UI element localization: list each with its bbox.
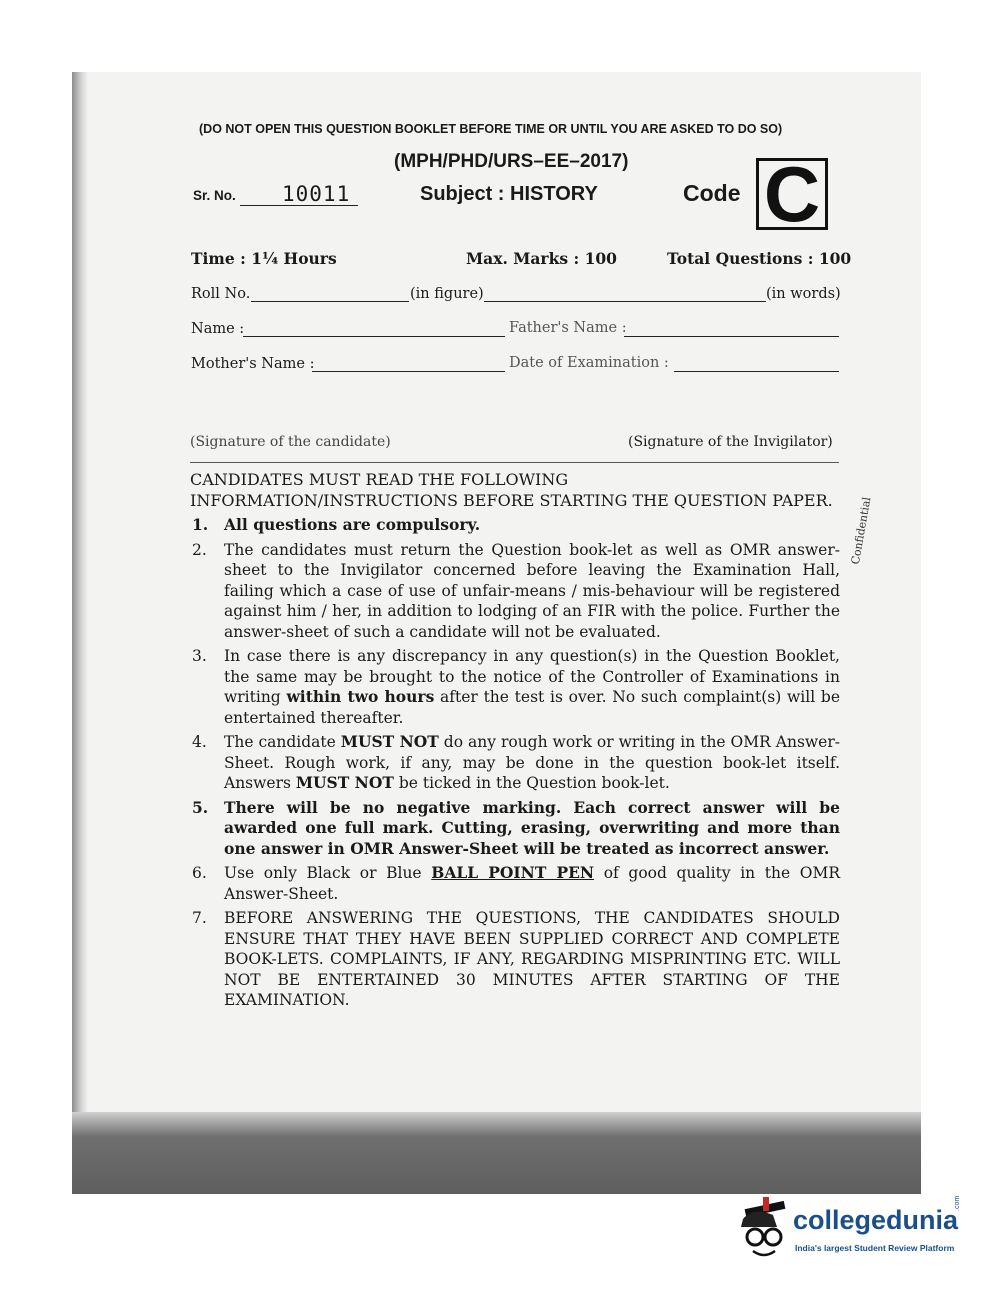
- roll-figure-line: [251, 301, 409, 302]
- scan-left-edge: [72, 72, 88, 1194]
- instruction-item-4: 4. The candidate MUST NOT do any rough work or writing in the OMR Answer-Sheet. Rough work, if any, may be done in the question book-let itself. Answers MUST NOT be ticked in the Question book-let.: [192, 732, 840, 792]
- mother-name-label: Mother's Name :: [191, 356, 315, 372]
- instruction-item-5: 5. There will be no negative marking. Each correct answer will be awarded one full mark. Cutting, erasing, overwriting and more than one answer in OMR Answer-Sheet will be treated as incorrect answer.: [192, 797, 840, 858]
- mother-name-line: [312, 371, 505, 372]
- instructions-block: [190, 469, 840, 1015]
- in-figure-label: (in figure): [410, 286, 484, 302]
- name-line: [243, 336, 505, 337]
- time-allowed: Time : 1¼ Hours: [191, 249, 337, 268]
- instruction-item-3: 3. In case there is any discrepancy in any question(s) in the Question Booklet, the same may be brought to the notice of the Controller of Examinations in writing within two hours after the test is over. No such complaint(s) will be entertained thereafter.: [192, 647, 840, 727]
- roll-words-line: [484, 301, 766, 302]
- exam-date-line: [674, 371, 839, 372]
- instruction-item-6: 6. Use only Black or Blue BALL POINT PEN of good quality in the OMR Answer-Sheet.: [192, 863, 841, 903]
- father-name-line: [624, 336, 839, 337]
- invigilator-signature-label: (Signature of the Invigilator): [628, 434, 833, 450]
- side-stamp: Confidential: [848, 495, 874, 566]
- brand-suffix: .com: [954, 1195, 961, 1211]
- instructions-heading: CANDIDATES MUST READ THE FOLLOWING INFORMATION/INSTRUCTIONS BEFORE STARTING THE QUESTION PAPER.: [190, 470, 833, 510]
- name-label: Name :: [191, 321, 245, 337]
- instructions-top-rule: [190, 462, 839, 463]
- booklet-code-box: C: [756, 158, 828, 230]
- brand-name: collegedunia: [793, 1205, 959, 1235]
- brand-tagline: India's largest Student Review Platform: [795, 1243, 955, 1253]
- collegedunia-logo: [733, 1197, 963, 1267]
- total-questions: Total Questions : 100: [667, 249, 852, 268]
- serial-number: 10011: [282, 182, 351, 206]
- instruction-item-1: 1. All questions are compulsory.: [192, 515, 481, 534]
- candidate-signature-label: (Signature of the candidate): [190, 434, 391, 450]
- mascot-icon: [733, 1197, 795, 1261]
- code-label: Code: [683, 180, 741, 206]
- in-words-label: (in words): [766, 286, 841, 302]
- scanned-booklet-page: [72, 72, 921, 1194]
- instruction-item-7: 7. BEFORE ANSWERING THE QUESTIONS, THE CANDIDATES SHOULD ENSURE THAT THEY HAVE BEEN SUPPLIED CORRECT AND COMPLETE BOOK-LETS. COMPLAINTS, IF ANY, REGARDING MISPRINTING ETC. WILL NOT BE ENTERTAINED 30 MINUTES AFTER STARTING OF THE EXAMINATION.: [192, 909, 840, 1009]
- father-name-label: Father's Name :: [509, 320, 627, 336]
- serial-label: Sr. No.: [193, 188, 236, 203]
- exam-code: (MPH/PHD/URS–EE–2017): [394, 151, 629, 172]
- exam-date-label: Date of Examination :: [509, 355, 669, 371]
- instruction-item-2: 2. The candidates must return the Question book-let as well as OMR answer-sheet to the Invigilator concerned before leaving the Examination Hall, failing which a case of use of unfair-means / mis-behaviour will be registered against him / her, in addition to lodging of an FIR with the police. Further the answer-sheet of such a candidate will not be evaluated.: [192, 540, 840, 641]
- do-not-open-notice: (DO NOT OPEN THIS QUESTION BOOKLET BEFORE TIME OR UNTIL YOU ARE ASKED TO DO SO): [199, 122, 783, 136]
- scan-bottom-shadow: [72, 1112, 921, 1194]
- max-marks: Max. Marks : 100: [466, 249, 617, 268]
- roll-label: Roll No.: [191, 286, 251, 302]
- subject-title: Subject : HISTORY: [420, 183, 598, 205]
